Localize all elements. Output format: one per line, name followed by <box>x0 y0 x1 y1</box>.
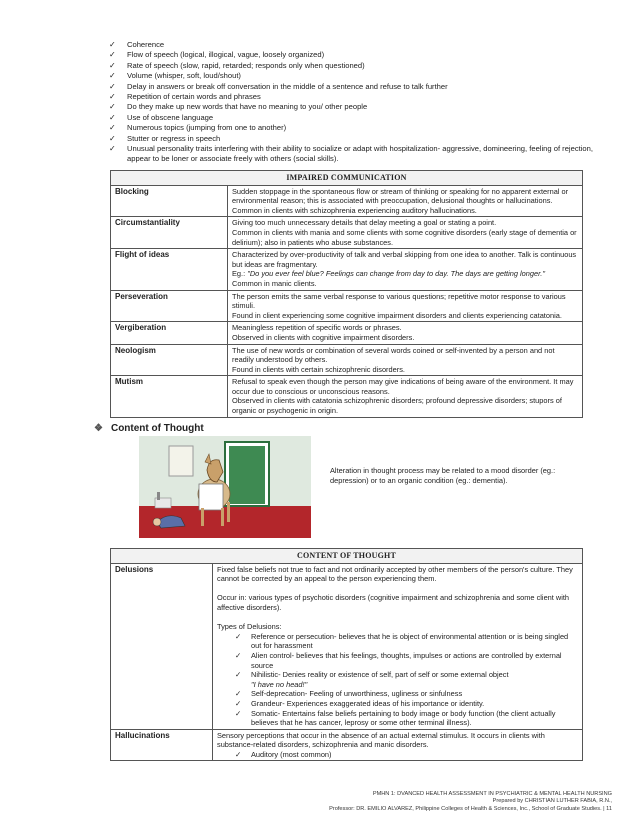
checklist-item: ✓ Stutter or regress in speech <box>109 133 221 143</box>
term-cell: Blocking <box>111 185 228 217</box>
checklist-item: ✓ Numerous topics (jumping from one to another) <box>109 123 287 133</box>
term-cell: Vergiberation <box>111 322 228 344</box>
impaired-communication-table <box>110 170 583 418</box>
checklist-item: ✓ Delay in answers or break off conversation in the middle of a sentence and refuse to talk further <box>109 81 448 91</box>
table-row <box>111 376 583 417</box>
section-heading: ❖ Content of Thought <box>94 423 204 434</box>
list-item: ✓ Reference or persecution- believes that he is object of environmental attention or is being singled out for harassment <box>235 631 569 651</box>
delusion-types-list <box>217 632 578 728</box>
check-icon: ✓ <box>109 144 116 154</box>
check-icon: ✓ <box>109 81 116 91</box>
speech-checklist <box>107 40 607 165</box>
term-cell: Neologism <box>111 344 228 376</box>
check-icon: ✓ <box>235 650 242 660</box>
checklist-item: ✓ Rate of speech (slow, rapid, retarded; responds only when questioned) <box>109 60 365 70</box>
table-row <box>111 322 583 344</box>
checklist-item: ✓ Volume (whisper, soft, loud/shout) <box>109 71 241 81</box>
definition-cell: Characterized by over-productivity of talk and verbal skipping from one idea to another. Talk is continuous but ideas are fragmentary. Eg.: "Do you ever feel blue? Feelings can change from day to day. The days are getting longer." Common in manic clients. <box>228 249 583 290</box>
check-icon: ✓ <box>109 133 116 143</box>
table-header: IMPAIRED COMMUNICATION <box>111 171 583 186</box>
table-row <box>111 729 583 761</box>
term-cell: Flight of ideas <box>111 249 228 290</box>
checklist-item: ✓ Do they make up new words that have no meaning to you/ other people <box>109 102 368 112</box>
table-row <box>111 563 583 729</box>
check-icon: ✓ <box>109 102 116 112</box>
list-item: ✓ Self-deprecation- Feeling of unworthiness, ugliness or sinfulness <box>235 689 463 699</box>
checklist-item: ✓ Unusual personality traits interfering with their ability to socialize or adapt with hospitalization- aggressive, domineering, feeling of rejection, appear to be loner or associate freely with others (social skills). <box>109 144 593 164</box>
check-icon: ✓ <box>109 112 116 122</box>
table-row <box>111 185 583 217</box>
definition-cell: The use of new words or combination of several words coined or self-invented by a person and not readily understood by others. Found in clients with certain schizophrenic disorders. <box>228 344 583 376</box>
diamond-bullet-icon: ❖ <box>94 423 103 434</box>
definition-cell: Giving too much unnecessary details that delay meeting a goal or stating a point. Common in clients with mania and some clients with some cognitive disorders (early stage of dementia or delirium); also in patients who abuse substances. <box>228 217 583 249</box>
definition-cell: Fixed false beliefs not true to fact and not ordinarily accepted by other members of the person's culture. They cannot be corrected by an appeal to the person experiencing them. Occur in: various types of psychotic disorders (cognitive impairment and schizophrenia and some client with affective disorders). Types of Delusions: ✓ Reference or persecution- believes that he is object of environmental attention or is being singled out for harassment ✓ Alien control- believes that his feelings, thoughts, impulses or actions are controlled by external source ✓ Nihilistic- Denies reality or existence of self, part of self or some external object "I have no head!" ✓ Self-deprecation- Feeling of unworthiness, ugliness or sinfulness ✓ Grandeur- Experiences exaggerated ideas of his importance or identity. ✓ Somatic- Entertains false beliefs pertaining to body image or body function (the client actually believes that he has cancer, leprosy or some other terminal illness). <box>213 563 583 729</box>
term-cell: Hallucinations <box>111 729 213 761</box>
check-icon: ✓ <box>109 50 116 60</box>
list-item: ✓ Nihilistic- Denies reality or existence of self, part of self or some external object "I have no head!" <box>235 670 509 689</box>
table-row <box>111 249 583 290</box>
check-icon: ✓ <box>109 40 116 49</box>
check-icon: ✓ <box>235 670 242 680</box>
term-cell: Circumstantiality <box>111 217 228 249</box>
cartoon-illustration <box>139 436 311 538</box>
checklist-item: ✓ Use of obscene language <box>109 112 214 122</box>
table-row <box>111 344 583 376</box>
checklist-item: ✓ Repetition of certain words and phrases <box>109 92 261 102</box>
table-row <box>111 217 583 249</box>
check-icon: ✓ <box>235 749 242 759</box>
check-icon: ✓ <box>235 708 242 718</box>
definition-cell: Refusal to speak even though the person may give indications of being aware of the environment. It may occur due to conscious or unconscious reasons. Observed in clients with catatonia schizophrenic disorders; profound depressive disorders; stupors of organic or psychogenic in origin. <box>228 376 583 417</box>
content-of-thought-table <box>110 548 583 761</box>
term-cell: Mutism <box>111 376 228 417</box>
check-icon: ✓ <box>109 60 116 70</box>
page-footer: PMHN 1: DVANCED HEALTH ASSESSMENT IN PSYCHIATRIC & MENTAL HEALTH NURSING Prepared by CHRISTIAN LUTHER FABIA, R.N., Professor: DR. EMILIO ALVAREZ, Philippine Colleges of Health & Sciences, Inc., School of Graduate Studies. | 11 <box>329 791 612 812</box>
check-icon: ✓ <box>109 71 116 81</box>
check-icon: ✓ <box>109 123 116 133</box>
definition-cell: Sensory perceptions that occur in the absence of an actual external stimulus. It occurs in clients with substance-related disorders, schizophrenia and manic disorders. ✓ Auditory (most common) <box>213 729 583 761</box>
table-header: CONTENT OF THOUGHT <box>111 549 583 564</box>
list-item: ✓ Auditory (most common) <box>235 749 332 759</box>
definition-cell: The person emits the same verbal response to various questions; repetitive motor response to various stimuli. Found in client experiencing some cognitive impairment disorders and clients experiencing catatonia. <box>228 290 583 322</box>
term-cell: Delusions <box>111 563 213 729</box>
definition-cell: Sudden stoppage in the spontaneous flow or stream of thinking or speaking for no apparent external or environmental reason; this is associated with preoccupation, delusional thoughts or hallucinations. Common in clients with schizophrenia experiencing auditory hallucinations. <box>228 185 583 217</box>
list-item: ✓ Somatic- Entertains false beliefs pertaining to body image or body function (the client actually believes that he has cancer, leprosy or some other terminal illness). <box>235 708 556 728</box>
check-icon: ✓ <box>235 631 242 641</box>
term-cell: Perseveration <box>111 290 228 322</box>
check-icon: ✓ <box>109 92 116 102</box>
content-thought-intro: Alteration in thought process may be related to a mood disorder (eg.: depression) or to an organic condition (eg.: dementia). <box>330 466 556 485</box>
check-icon: ✓ <box>235 689 242 699</box>
table-row <box>111 290 583 322</box>
list-item: ✓ Alien control- believes that his feelings, thoughts, impulses or actions are controlled by external source <box>235 650 562 670</box>
checklist-item: ✓ Flow of speech (logical, illogical, vague, loosely organized) <box>109 50 325 60</box>
checklist-item: ✓ Coherence <box>109 40 165 49</box>
check-icon: ✓ <box>235 698 242 708</box>
list-item: ✓ Grandeur- Experiences exaggerated ideas of his importance or identity. <box>235 698 485 708</box>
definition-cell: Meaningless repetition of specific words or phrases. Observed in clients with cognitive impairment disorders. <box>228 322 583 344</box>
